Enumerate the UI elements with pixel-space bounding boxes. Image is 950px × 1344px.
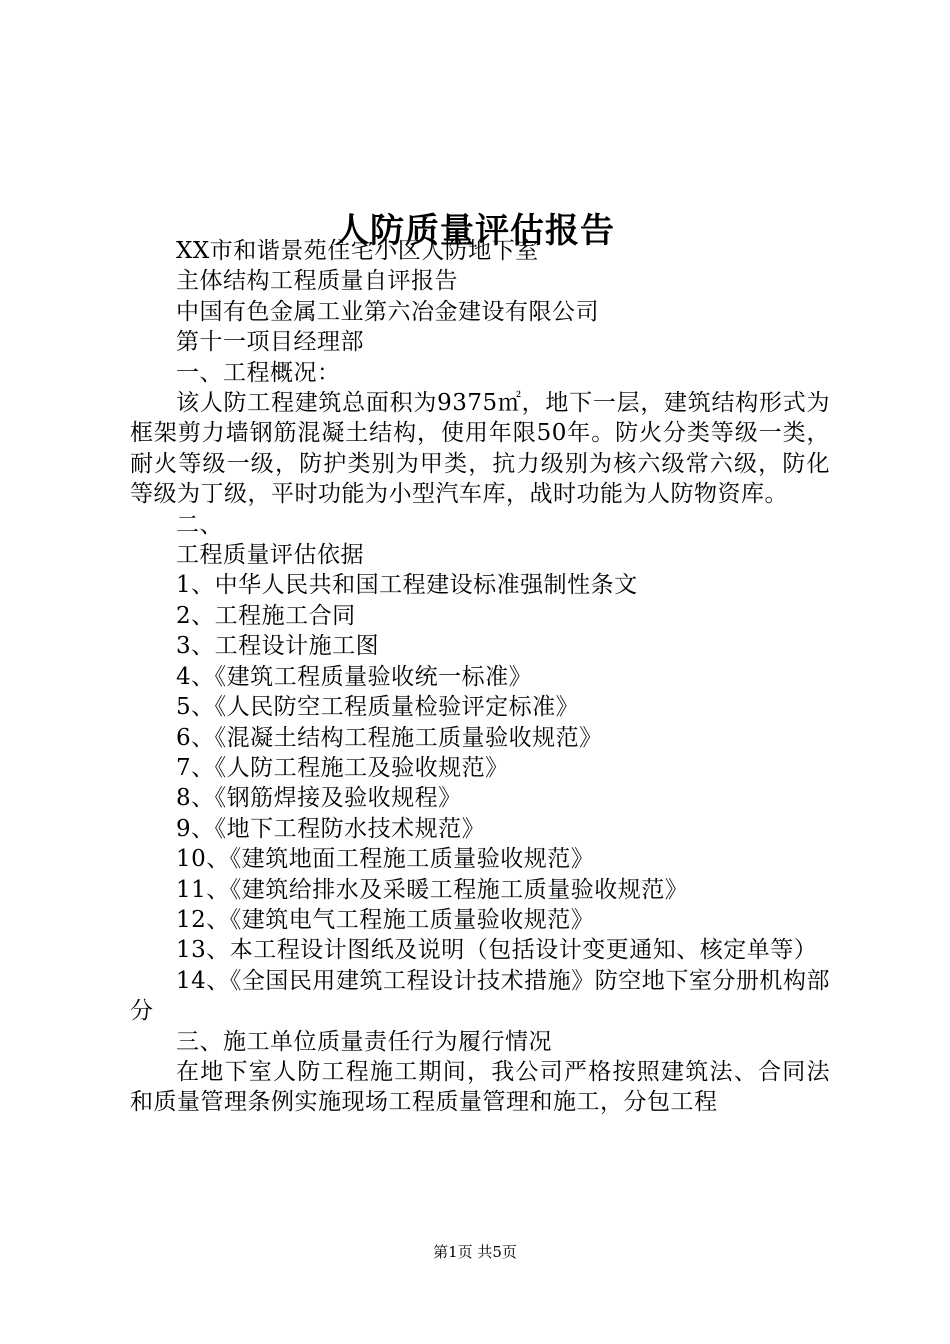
paragraph: 在地下室人防工程施工期间，我公司严格按照建筑法、合同法和质量管理条例实施现场工程质量管理和施工，分包工程 xyxy=(130,1058,830,1116)
list-item: 8、《钢筋焊接及验收规程》 xyxy=(176,785,462,812)
paragraph: 中国有色金属工业第六冶金建设有限公司 xyxy=(176,298,599,325)
page-footer: 第1页 共5页 xyxy=(433,1243,517,1261)
paragraph: XX市和谐景苑住宅小区人防地下室 xyxy=(176,238,539,264)
list-item: 1、中华人民共和国工程建设标准强制性条文 xyxy=(176,572,638,599)
section-heading: 工程质量评估依据 xyxy=(176,542,364,569)
section-heading: 一、工程概况： xyxy=(176,359,341,386)
document-body xyxy=(130,236,830,1118)
list-item: 9、《地下工程防水技术规范》 xyxy=(176,815,486,842)
list-item: 13、本工程设计图纸及说明（包括设计变更通知、核定单等） xyxy=(176,937,818,964)
list-item: 7、《人防工程施工及验收规范》 xyxy=(176,754,509,781)
list-item: 4、《建筑工程质量验收统一标准》 xyxy=(176,663,533,690)
list-item: 6、《混凝土结构工程施工质量验收规范》 xyxy=(176,724,603,751)
section-heading: 二、 xyxy=(176,511,223,538)
list-item: 3、工程设计施工图 xyxy=(176,633,380,660)
list-item: 2、工程施工合同 xyxy=(176,602,356,629)
list-item: 11、《建筑给排水及采暖工程施工质量验收规范》 xyxy=(176,876,689,903)
section-heading: 三、施工单位质量责任行为履行情况 xyxy=(176,1028,552,1055)
list-item: 14、《全国民用建筑工程设计技术措施》防空地下室分册机构部分 xyxy=(130,967,830,1025)
paragraph: 该人防工程建筑总面积为9375㎡，地下一层，建筑结构形式为框架剪力墙钢筋混凝土结构，使用年限50年。防火分类等级一类，耐火等级一级，防护类别为甲类，抗力级别为核六级常六级，防化等级为丁级，平时功能为小型汽车库，战时功能为人防物资库。 xyxy=(130,390,830,508)
list-item: 10、《建筑地面工程施工质量验收规范》 xyxy=(176,846,595,873)
document-title: 人防质量评估报告 xyxy=(335,210,615,251)
list-item: 12、《建筑电气工程施工质量验收规范》 xyxy=(176,906,595,933)
paragraph: 第十一项目经理部 xyxy=(176,329,364,356)
list-item: 5、《人民防空工程质量检验评定标准》 xyxy=(176,694,580,721)
paragraph: 主体结构工程质量自评报告 xyxy=(176,268,458,295)
